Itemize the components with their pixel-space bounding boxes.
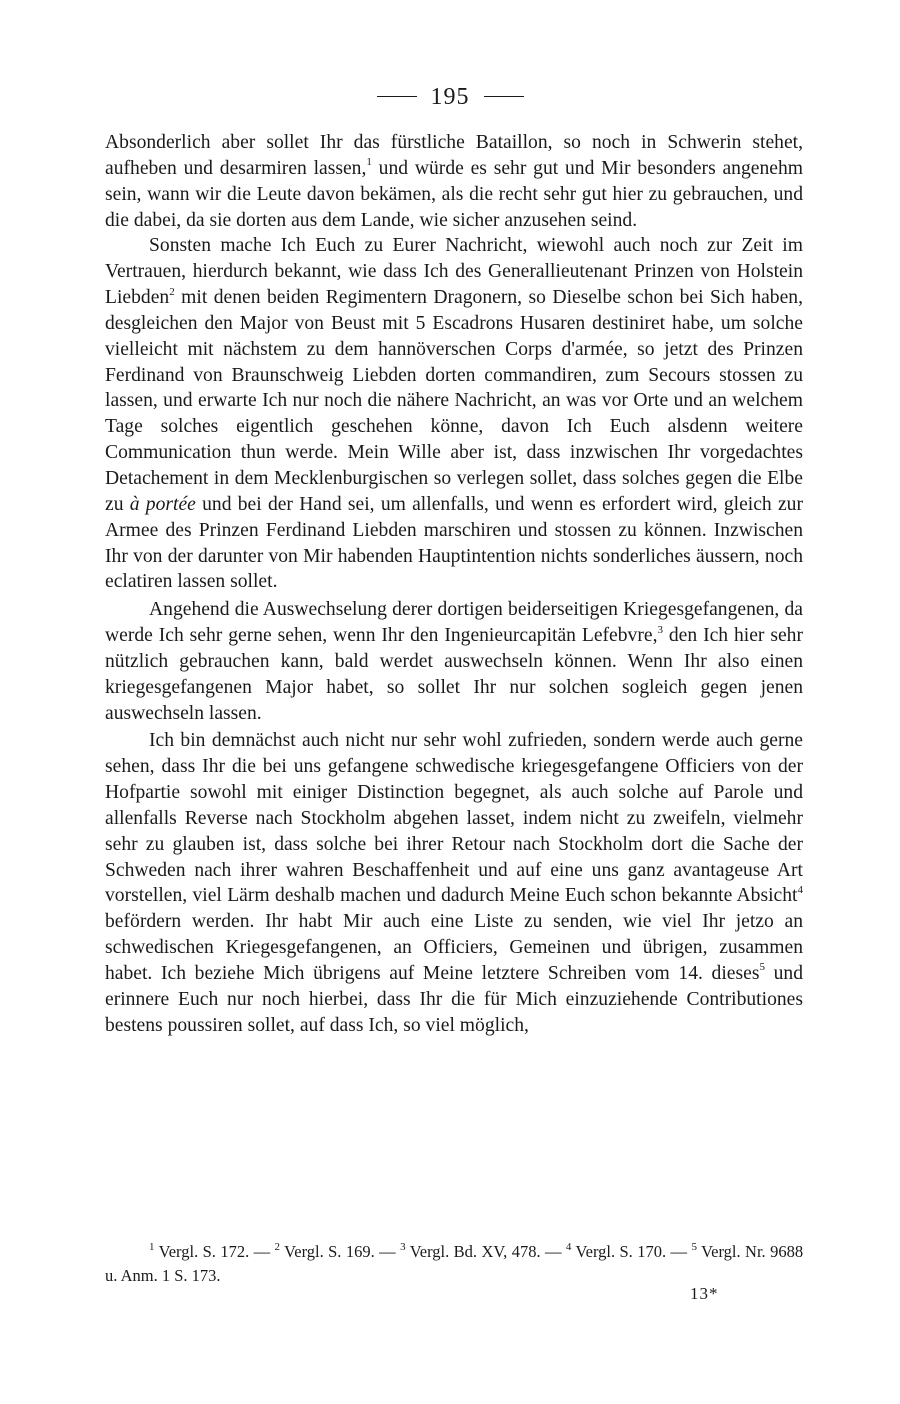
page-header	[0, 84, 900, 111]
footnote-text: Vergl. S. 169.	[284, 1242, 375, 1261]
header-dash-left	[377, 96, 417, 97]
paragraph	[105, 130, 803, 233]
paragraph	[105, 728, 803, 1038]
signature-mark: 13*	[690, 1284, 719, 1303]
footnote-separator: —	[666, 1242, 692, 1261]
footnote-number: 1	[149, 1240, 155, 1253]
footnote-separator: —	[540, 1242, 566, 1261]
footnote-ref: 3	[657, 623, 663, 636]
footnote-separator: —	[249, 1242, 275, 1261]
text-run: befördern werden. Ihr habt Mir auch eine Liste zu senden, wie viel Ihr jetzo an schwedischen Kriegesgefangenen, an Officiers, Gemeinen und übrigen, zusammen habet. Ich beziehe Mich übrigens auf Meine letztere Schreiben vom 14. dieses	[105, 911, 803, 984]
footnote-ref: 1	[366, 156, 372, 169]
footnote-ref: 4	[797, 883, 803, 896]
footnote-ref: 5	[759, 961, 765, 974]
body-text	[105, 130, 803, 1039]
text-run: und erinnere Euch nur noch hierbei, dass Ihr die für Mich einzuziehende Contributiones bestens poussiren sollet, auf dass Ich, so viel möglich,	[105, 963, 803, 1036]
footnote-number: 4	[565, 1240, 572, 1253]
italic-phrase: à portée	[129, 493, 196, 515]
footnotes	[105, 1240, 803, 1288]
text-run: Ich bin demnächst auch nicht nur sehr wohl zufrieden, sondern werde auch gerne sehen, dass Ihr die bei uns gefangene schwedische kriegesgefangene Officiers von der Hofpartie sowohl mit einiger Distinction begegnet, als auch solche auf Parole und allenfalls Reverse nach Stockholm abgehen lasset, indem nicht zu zweifeln, vielmehr sehr zu glauben ist, dass solche bei ihrer Retour nach Stockholm dort die Sache der Schweden nach ihrer wahren Beschaffenheit und auf eine uns ganz avantageuse Art vorstellen, viel Lärm deshalb machen und dadurch Meine Euch schon bekannte Absicht	[105, 730, 803, 907]
text-run: und würde es sehr gut und Mir besonders angenehm sein, wann wir die Leute davon bekämen, als die recht sehr gut hier zu gebrauchen, und die dabei, da sie dorten aus dem Lande, wie sicher anzusehen seind.	[105, 157, 803, 231]
text-run: Absonderlich aber sollet Ihr das fürstliche Bataillon, so noch in Schwerin stehet, aufheben und desarmiren lassen,	[105, 132, 803, 179]
page-number: 195	[430, 84, 470, 110]
footnote-separator: —	[374, 1242, 401, 1261]
footnote-number: 3	[400, 1240, 406, 1253]
header-dash-right	[484, 96, 524, 97]
footnote-text: Vergl. S. 170.	[575, 1242, 667, 1261]
footnote-number: 5	[691, 1240, 697, 1253]
text-run: Angehend die Auswechselung derer dortigen beiderseitigen Kriegesgefangenen, da werde Ich sehr gerne sehen, wenn Ihr den Ingenieurcapitän Lefebvre,	[105, 599, 803, 647]
footnote-text: Vergl. Nr. 9688 u. Anm. 1 S. 173.	[105, 1242, 804, 1285]
footnote-text: Vergl. S. 172.	[158, 1242, 250, 1261]
footnote-number: 2	[274, 1240, 281, 1253]
text-run: und bei der Hand sei, um allenfalls, und wenn es erfordert wird, gleich zur Armee des Prinzen Ferdinand Liebden marschiren und stossen zu können. Inzwischen Ihr von der darunter von Mir habenden Hauptintention nichts sonderliches äussern, noch eclatiren lassen sollet.	[105, 493, 803, 593]
text-run: den Ich hier sehr nützlich gebrauchen kann, bald werdet auswechseln können. Wenn Ihr also einen kriegesgefangenen Major habet, so sollet Ihr nur solchen sogleich gegen jenen auswechseln lassen.	[105, 625, 803, 724]
paragraph	[105, 597, 803, 726]
text-run: mit denen beiden Regimentern Dragonern, so Dieselbe schon bei Sich haben, desgleichen den Major von Beust mit 5 Escadrons Husaren destiniret habe, um solche vielleicht mit nächstem zu dem hannöverschen Corps d'armée, so jetzt des Prinzen Ferdinand von Braunschweig Liebden dorten commandiren, zum Secours stossen zu lassen, und erwarte Ich nur noch die nähere Nachricht, an was vor Orte und an welchem Tage solches eigentlich geschehen könne, davon Ich Euch alsdenn weitere Communication thun werde. Mein Wille aber ist, dass inzwischen Ihr vorgedachtes Detachement in dem Mecklenburgischen so verlegen sollet, dass solches gegen die Elbe zu	[105, 287, 803, 515]
footnote-ref: 2	[169, 285, 175, 298]
footnote-text: Vergl. Bd. XV, 478.	[409, 1242, 541, 1261]
paragraph	[105, 233, 803, 595]
text-run: Sonsten mache Ich Euch zu Eurer Nachricht, wiewohl auch noch zur Zeit im Vertrauen, hierdurch bekannt, wie dass Ich des Generallieutenant Prinzen von Holstein Liebden	[105, 235, 803, 309]
